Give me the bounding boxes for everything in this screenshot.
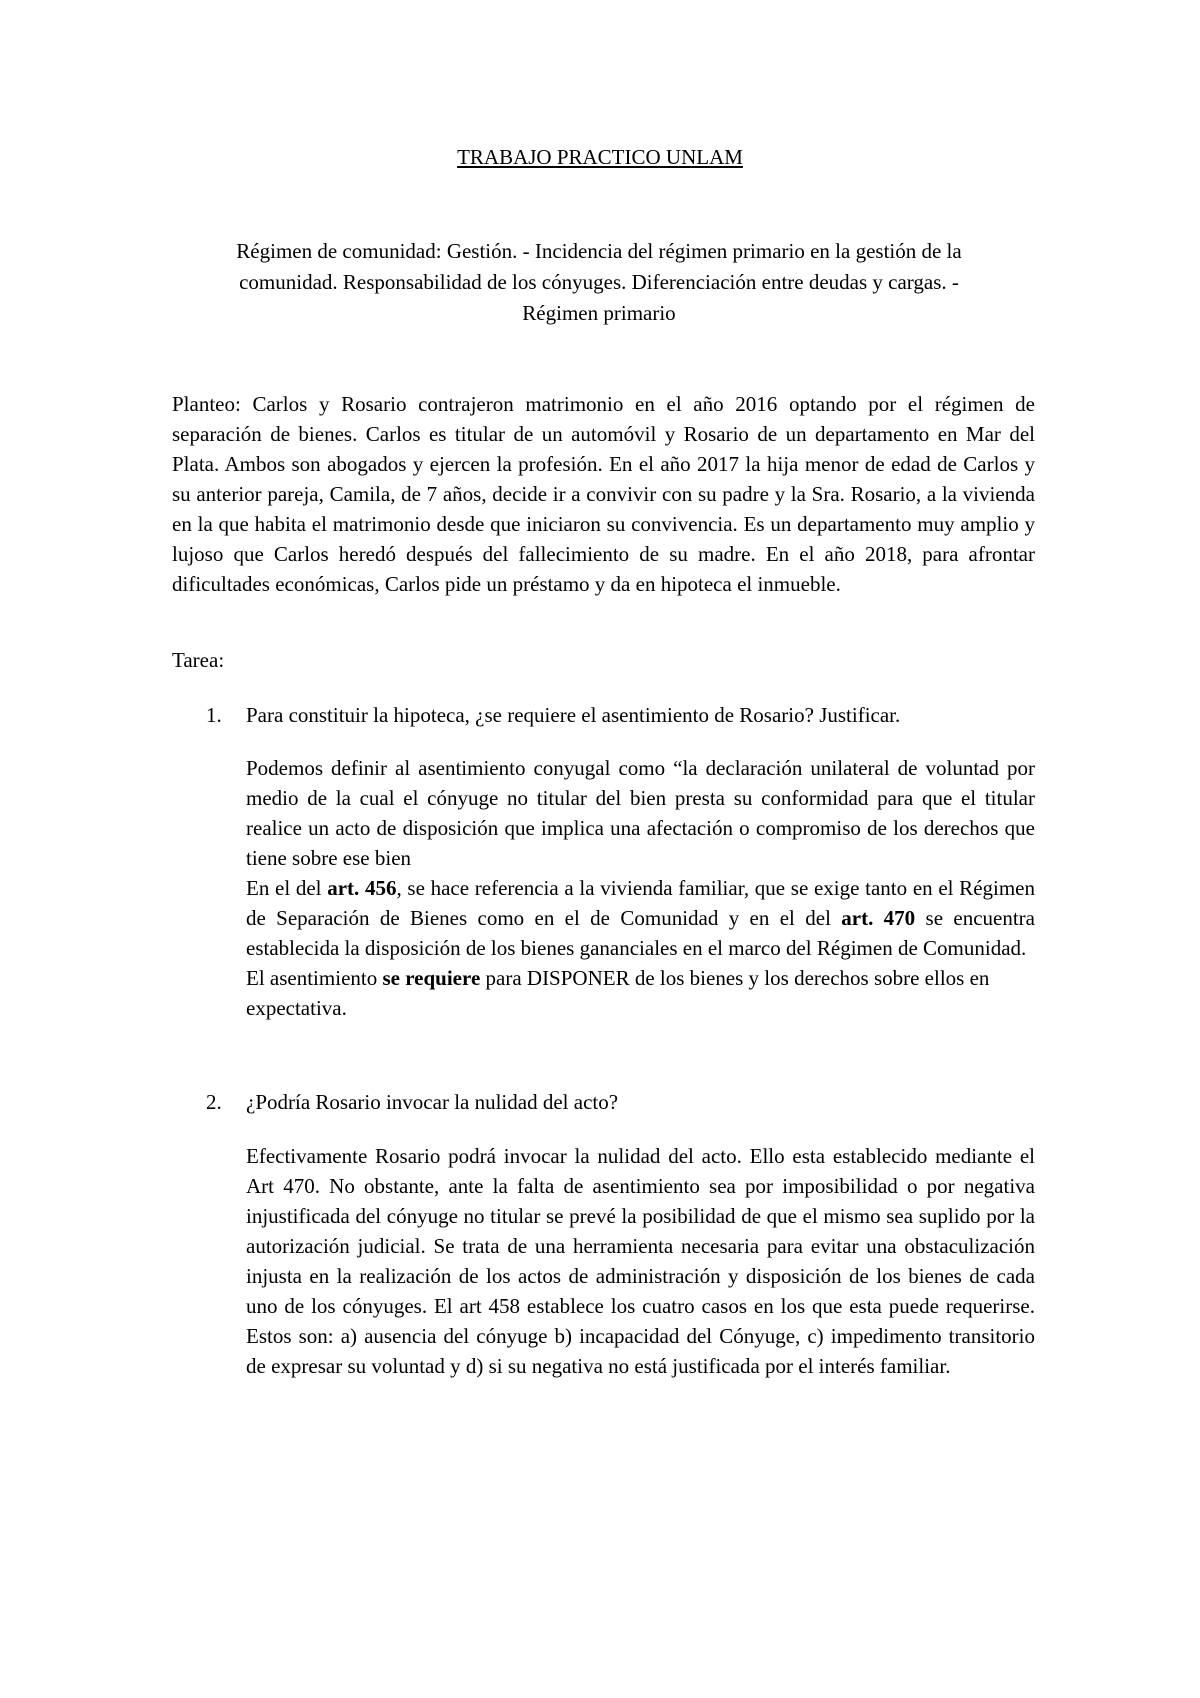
answer-paragraph: Efectivamente Rosario podrá invocar la nulidad del acto. Ello esta establecido mediante el Art 470. No obstante, ante la falta de asentimiento sea por imposibilidad o por negativa injustificada del cónyuge no titular se prevé la posibilidad de que el mismo sea suplido por la autorización judicial. Se trata de una herramienta necesaria para evitar una obstaculización injusta en la realización de los actos de administración y disposición de los bienes de cada uno de los cónyuges. El art 458 establece los cuatro casos en los que esta puede requerirse. Estos son: a) ausencia del cónyuge b) incapacidad del Cónyuge, c) impedimento transitorio de expresar su voluntad y d) si su negativa no está justificada por el interés familiar. (246, 1144, 1035, 1378)
answer-text: , se hace referencia a la vivienda familiar, que se exige tanto en el Régimen de Separación de Bienes como en el de Comunidad y en el del (246, 876, 1036, 930)
document-title: TRABAJO PRACTICO UNLAM (457, 145, 743, 169)
answer-paragraph (246, 963, 1035, 1023)
answer-text: En el del (246, 876, 328, 900)
answer-text: para DISPONER de los bienes y los derechos sobre ellos en expectativa. (246, 966, 990, 1020)
document-subtitle (170, 236, 1028, 329)
question-number: 1. (206, 703, 222, 727)
answer-text: El asentimiento (246, 966, 383, 990)
article-reference: art. 456 (327, 876, 397, 900)
question-text: Para constituir la hipoteca, ¿se requiere el asentimiento de Rosario? Justificar. (246, 703, 901, 727)
article-reference: art. 470 (841, 906, 916, 930)
answer-text: se encuentra establecida la disposición de los bienes gananciales en el marco del Régimen de Comunidad. (246, 906, 1035, 960)
subtitle-line: comunidad. Responsabilidad de los cónyuges. Diferenciación entre deudas y cargas. - (239, 270, 959, 294)
question-number: 2. (206, 1090, 222, 1114)
answer-paragraph (246, 873, 1035, 963)
question-text: ¿Podría Rosario invocar la nulidad del acto? (246, 1090, 619, 1114)
subtitle-line: Régimen de comunidad: Gestión. - Incidencia del régimen primario en la gestión de la (236, 239, 962, 263)
tarea-label: Tarea: (172, 648, 225, 672)
answer-paragraph: Podemos definir al asentimiento conyugal como “la declaración unilateral de voluntad por medio de la cual el cónyuge no titular del bien presta su conformidad para que el titular realice un acto de disposición que implica una afectación o compromiso de los derechos que tiene sobre ese bien (246, 756, 1035, 870)
planteo-paragraph: Planteo: Carlos y Rosario contrajeron matrimonio en el año 2016 optando por el régimen de separación de bienes. Carlos es titular de un automóvil y Rosario de un departamento en Mar del Plata. Ambos son abogados y ejercen la profesión. En el año 2017 la hija menor de edad de Carlos y su anterior pareja, Camila, de 7 años, decide ir a convivir con su padre y la Sra. Rosario, a la vivienda en la que habita el matrimonio desde que iniciaron su convivencia. Es un departamento muy amplio y lujoso que Carlos heredó después del fallecimiento de su madre. En el año 2018, para afrontar dificultades económicas, Carlos pide un préstamo y da en hipoteca el inmueble. (172, 392, 1035, 596)
emphasis-text: se requiere (382, 966, 481, 990)
subtitle-line: Régimen primario (522, 301, 676, 325)
answer-1 (246, 753, 1035, 1023)
answer-2 (246, 1141, 1035, 1381)
